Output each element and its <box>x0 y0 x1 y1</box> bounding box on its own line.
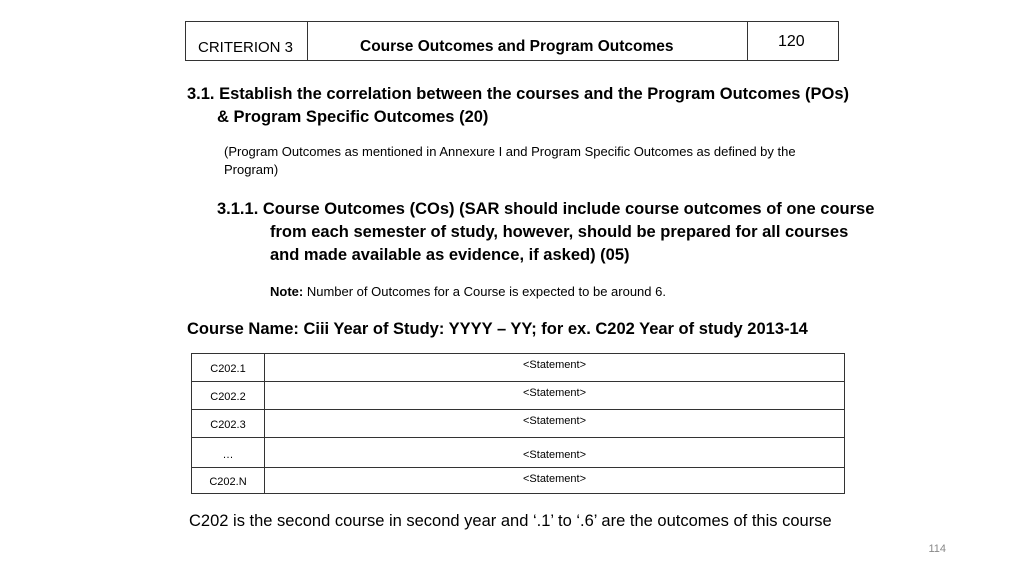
outcome-code: … <box>192 438 265 468</box>
criterion-marks: 120 <box>778 33 805 50</box>
program-outcomes-note-line2: Program) <box>224 162 279 177</box>
criterion-header-table <box>185 21 839 61</box>
section-3-1-1-line1: 3.1.1. Course Outcomes (COs) (SAR should include course outcomes of one course <box>217 200 875 218</box>
criterion-title: Course Outcomes and Program Outcomes <box>360 38 674 55</box>
outcome-count-note <box>270 284 666 299</box>
outcome-code: C202.1 <box>192 354 265 382</box>
outcome-code: C202.2 <box>192 382 265 410</box>
course-outcomes-table <box>191 353 845 494</box>
table-row <box>192 468 845 494</box>
criterion-label: CRITERION 3 <box>198 39 294 56</box>
outcome-code: C202.3 <box>192 410 265 438</box>
outcome-code: C202.N <box>192 468 265 494</box>
table-row <box>192 354 845 382</box>
section-3-1-1-line2: from each semester of study, however, should be prepared for all courses <box>270 223 849 241</box>
section-3-1-1-line3: and made available as evidence, if asked) (05) <box>270 246 630 264</box>
section-3-1-1-heading <box>217 198 874 267</box>
criterion-cell <box>186 22 308 60</box>
note-label: Note: <box>270 284 304 299</box>
outcome-statement: <Statement> <box>265 438 845 468</box>
criterion-title-cell <box>308 22 748 60</box>
program-outcomes-note <box>224 143 796 179</box>
note-text: Number of Outcomes for a Course is expected to be around 6. <box>303 284 666 299</box>
course-name-line: Course Name: Ciii Year of Study: YYYY – YY; for ex. C202 Year of study 2013-14 <box>187 320 808 338</box>
table-row <box>192 438 845 468</box>
page-number: 114 <box>928 543 946 555</box>
course-explanation-footer: C202 is the second course in second year and ‘.1’ to ‘.6’ are the outcomes of this course <box>189 512 832 530</box>
outcome-statement: <Statement> <box>265 410 845 438</box>
section-3-1-heading <box>187 83 849 129</box>
outcome-statement: <Statement> <box>265 354 845 382</box>
section-3-1-line1: 3.1. Establish the correlation between the courses and the Program Outcomes (POs) <box>187 85 850 103</box>
section-3-1-line2: & Program Specific Outcomes (20) <box>217 108 489 126</box>
criterion-marks-cell <box>748 22 838 60</box>
outcome-statement: <Statement> <box>265 382 845 410</box>
program-outcomes-note-line1: (Program Outcomes as mentioned in Annexure I and Program Specific Outcomes as defined by the <box>224 144 796 159</box>
outcome-statement: <Statement> <box>265 468 845 494</box>
table-row <box>192 410 845 438</box>
table-row <box>192 382 845 410</box>
